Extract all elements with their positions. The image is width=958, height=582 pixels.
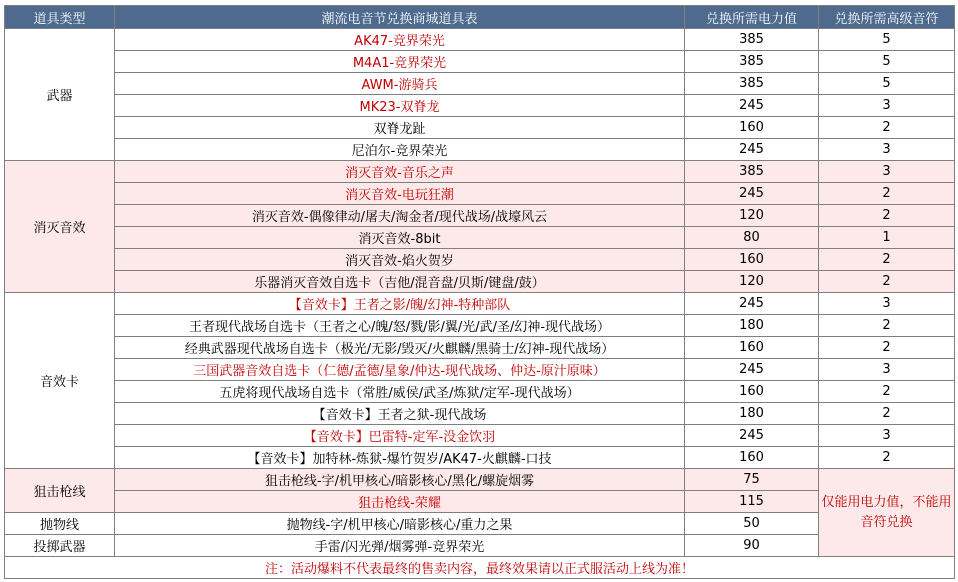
table-row <box>5 183 955 205</box>
category-cell: 武器 <box>5 29 115 161</box>
item-name-cell: 抛物线-字/机甲核心/暗影核心/重力之果 <box>115 513 685 535</box>
note-cost-cell: 2 <box>819 403 955 425</box>
item-name-cell: 经典武器现代战场自选卡（极光/无影/毁灭/火麒麟/黑骑士/幻神-现代战场） <box>115 337 685 359</box>
table-row <box>5 51 955 73</box>
table-row <box>5 513 955 535</box>
header-type: 道具类型 <box>5 6 115 29</box>
power-cost-cell: 160 <box>685 337 819 359</box>
power-cost-cell: 245 <box>685 95 819 117</box>
power-cost-cell: 120 <box>685 205 819 227</box>
power-cost-cell: 385 <box>685 29 819 51</box>
note-cost-cell: 2 <box>819 117 955 139</box>
item-name-cell: 消灭音效-8bit <box>115 227 685 249</box>
power-cost-cell: 115 <box>685 491 819 513</box>
exchange-table <box>4 5 955 579</box>
category-cell: 抛物线 <box>5 513 115 535</box>
item-name-cell: AWM-游骑兵 <box>115 73 685 95</box>
note-cost-cell: 2 <box>819 381 955 403</box>
footer-row <box>5 557 955 579</box>
power-cost-cell: 245 <box>685 183 819 205</box>
item-name-cell: 【音效卡】巴雷特-定军-没金饮羽 <box>115 425 685 447</box>
power-cost-cell: 385 <box>685 51 819 73</box>
power-cost-cell: 160 <box>685 117 819 139</box>
item-name-cell: 消灭音效-电玩狂潮 <box>115 183 685 205</box>
item-name-cell: M4A1-竞界荣光 <box>115 51 685 73</box>
power-cost-cell: 245 <box>685 425 819 447</box>
item-name-cell: 手雷/闪光弹/烟雾弹-竞界荣光 <box>115 535 685 557</box>
power-cost-cell: 75 <box>685 469 819 491</box>
note-cost-cell: 2 <box>819 249 955 271</box>
note-cost-cell: 3 <box>819 95 955 117</box>
category-cell: 消灭音效 <box>5 161 115 293</box>
note-cost-cell: 1 <box>819 227 955 249</box>
power-cost-cell: 90 <box>685 535 819 557</box>
table-row <box>5 469 955 491</box>
table-row <box>5 73 955 95</box>
item-name-cell: 【音效卡】加特林-炼狱-爆竹贺岁/AK47-火麒麟-口技 <box>115 447 685 469</box>
note-cost-cell: 3 <box>819 161 955 183</box>
table-row <box>5 29 955 51</box>
item-name-cell: 【音效卡】王者之影/魄/幻神-特种部队 <box>115 293 685 315</box>
table-row <box>5 315 955 337</box>
note-cost-cell: 3 <box>819 139 955 161</box>
footer-disclaimer: 注：活动爆料不代表最终的售卖内容，最终效果请以正式服活动上线为准！ <box>5 557 955 579</box>
power-cost-cell: 160 <box>685 249 819 271</box>
power-cost-cell: 180 <box>685 403 819 425</box>
header-power: 兑换所需电力值 <box>685 6 819 29</box>
power-only-note: 仅能用电力值，不能用音符兑换 <box>819 469 955 557</box>
table-row <box>5 205 955 227</box>
item-name-cell: 尼泊尔-竞界荣光 <box>115 139 685 161</box>
note-cost-cell: 5 <box>819 73 955 95</box>
item-name-cell: 双脊龙趾 <box>115 117 685 139</box>
power-cost-cell: 120 <box>685 271 819 293</box>
power-cost-cell: 160 <box>685 381 819 403</box>
item-name-cell: 【音效卡】王者之狱-现代战场 <box>115 403 685 425</box>
table-row <box>5 359 955 381</box>
table-row <box>5 139 955 161</box>
item-name-cell: 消灭音效-偶像律动/屠夫/淘金者/现代战场/战壕风云 <box>115 205 685 227</box>
note-cost-cell: 5 <box>819 51 955 73</box>
table-row <box>5 271 955 293</box>
table-row <box>5 227 955 249</box>
table-row <box>5 447 955 469</box>
item-name-cell: 消灭音效-音乐之声 <box>115 161 685 183</box>
item-name-cell: 乐器消灭音效自选卡（吉他/混音盘/贝斯/键盘/鼓） <box>115 271 685 293</box>
table-row <box>5 381 955 403</box>
item-name-cell: 五虎将现代战场自选卡（常胜/威侯/武圣/炼狱/定军-现代战场） <box>115 381 685 403</box>
table-row <box>5 403 955 425</box>
table-row <box>5 337 955 359</box>
header-row <box>5 6 955 29</box>
power-cost-cell: 160 <box>685 447 819 469</box>
header-title: 潮流电音节兑换商城道具表 <box>115 6 685 29</box>
table-row <box>5 117 955 139</box>
note-cost-cell: 3 <box>819 293 955 315</box>
item-name-cell: MK23-双脊龙 <box>115 95 685 117</box>
power-cost-cell: 385 <box>685 73 819 95</box>
table-body <box>5 29 955 579</box>
power-cost-cell: 385 <box>685 161 819 183</box>
item-name-cell: 狙击枪线-荣耀 <box>115 491 685 513</box>
item-name-cell: 三国武器音效自选卡（仁德/孟德/星象/仲达-现代战场、仲达-原汁原味） <box>115 359 685 381</box>
table-row <box>5 161 955 183</box>
header-notes: 兑换所需高级音符 <box>819 6 955 29</box>
table-row <box>5 491 955 513</box>
item-name-cell: AK47-竞界荣光 <box>115 29 685 51</box>
item-name-cell: 王者现代战场自选卡（王者之心/魄/怒/戮/影/翼/光/武/圣/幻神-现代战场） <box>115 315 685 337</box>
table-row <box>5 95 955 117</box>
note-cost-cell: 2 <box>819 271 955 293</box>
note-cost-cell: 2 <box>819 447 955 469</box>
table-row <box>5 425 955 447</box>
category-cell: 投掷武器 <box>5 535 115 557</box>
note-cost-cell: 5 <box>819 29 955 51</box>
item-name-cell: 消灭音效-焰火贺岁 <box>115 249 685 271</box>
category-cell: 狙击枪线 <box>5 469 115 513</box>
category-cell: 音效卡 <box>5 293 115 469</box>
note-cost-cell: 3 <box>819 359 955 381</box>
table-row <box>5 535 955 557</box>
note-cost-cell: 2 <box>819 337 955 359</box>
power-cost-cell: 245 <box>685 359 819 381</box>
note-cost-cell: 2 <box>819 183 955 205</box>
item-name-cell: 狙击枪线-字/机甲核心/暗影核心/黑化/螺旋烟雾 <box>115 469 685 491</box>
power-cost-cell: 245 <box>685 293 819 315</box>
note-cost-cell: 3 <box>819 425 955 447</box>
power-cost-cell: 80 <box>685 227 819 249</box>
power-cost-cell: 180 <box>685 315 819 337</box>
note-cost-cell: 2 <box>819 205 955 227</box>
note-cost-cell: 2 <box>819 315 955 337</box>
power-cost-cell: 245 <box>685 139 819 161</box>
table-row <box>5 249 955 271</box>
table-row <box>5 293 955 315</box>
power-cost-cell: 50 <box>685 513 819 535</box>
